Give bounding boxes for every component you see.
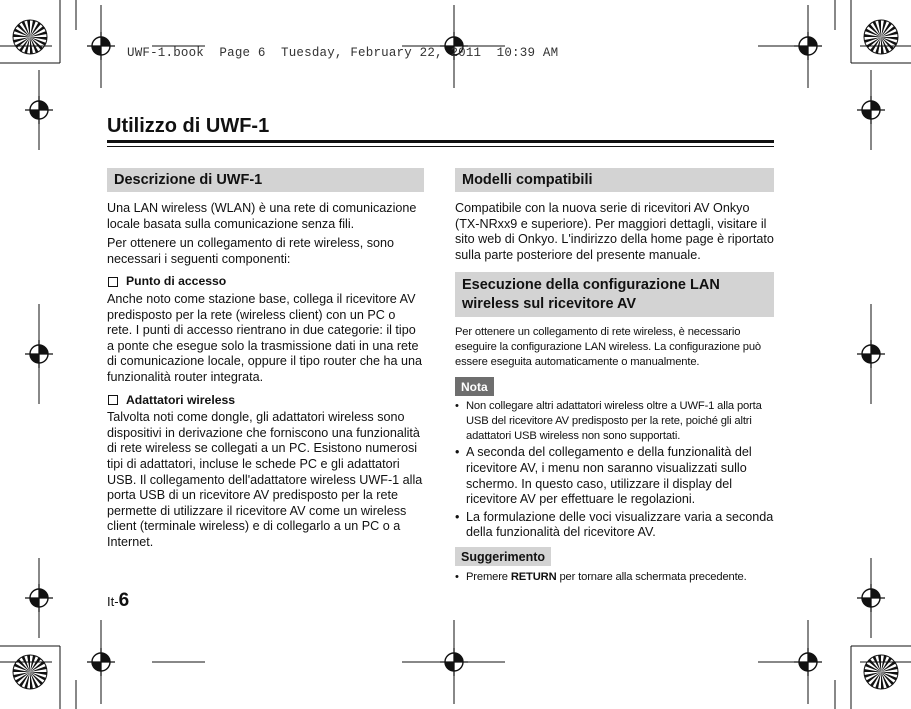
config-text: Per ottenere un collegamento di rete wireless, è necessario eseguire la configurazione LAN wireless. La configurazione può essere eseguita automaticamente o manualmente. <box>455 326 762 368</box>
page-number-prefix: It- <box>107 594 119 609</box>
compatible-models-text: Compatibile con la nuova serie di ricevitori AV Onkyo (TX-NRxx9 e superiore). Per maggiori dettagli, visitare il sito web di Onkyo. L'indirizzo della home page è riportato sulla parte posteriore del presente manuale. <box>455 201 774 262</box>
tip-suffix: per tornare alla schermata precedente. <box>556 571 747 583</box>
tip-key-return: RETURN <box>510 571 557 583</box>
left-column-body <box>107 201 424 554</box>
note-item-1: • Non collegare altri adattatori wireless oltre a UWF-1 alla porta USB del ricevitore AV predisposto per la rete, poiché gli altri adattatori USB wireless non sono supportati. <box>455 399 774 443</box>
checkbox-square-icon <box>108 277 118 287</box>
note-list <box>455 399 774 543</box>
note-item-3: • La formulazione delle voci visualizzare varia a seconda della funzionalità del ricevitore AV. <box>455 510 774 541</box>
section-header-modelli: Modelli compatibili <box>455 168 774 192</box>
intro-paragraph-1: Una LAN wireless (WLAN) è una rete di comunicazione locale basata sulla comunicazione senza fili. <box>107 201 417 231</box>
access-point-title: Punto di accesso <box>126 274 227 289</box>
title-rule-thick <box>107 140 774 143</box>
note-item-2: • A seconda del collegamento e della funzionalità del ricevitore AV, i menu non saranno visualizzati sullo schermo. In questo caso, utilizzare il display del ricevitore AV per effettuare le regolazioni. <box>455 445 774 507</box>
starburst-target-icon <box>864 655 898 689</box>
book-header-info: UWF-1.book Page 6 Tuesday, February 22, 2011 10:39 AM <box>127 46 559 60</box>
intro-paragraph-2: Per ottenere un collegamento di rete wireless, sono necessari i seguenti componenti: <box>107 236 395 266</box>
tip-item <box>455 570 774 585</box>
starburst-target-icon <box>13 20 47 54</box>
wireless-adapters-heading <box>107 393 424 409</box>
tip-label: Suggerimento <box>455 547 551 566</box>
checkbox-square-icon <box>108 395 118 405</box>
title-rule-thin <box>107 146 774 147</box>
page-number <box>107 590 129 612</box>
section-header-descrizione: Descrizione di UWF-1 <box>107 168 424 192</box>
page-title: Utilizzo di UWF-1 <box>107 115 270 137</box>
access-point-heading <box>107 274 424 290</box>
wireless-adapters-title: Adattatori wireless <box>126 392 236 407</box>
note-label: Nota <box>455 377 494 396</box>
tip-prefix: Premere <box>466 571 511 583</box>
starburst-target-icon <box>864 20 898 54</box>
page-number-value: 6 <box>118 590 130 611</box>
config-title-line-2: wireless sul ricevitore AV <box>462 295 637 312</box>
wireless-adapters-text: Talvolta noti come dongle, gli adattatori wireless sono dispositivi in derivazione che forniscono una funzionalità di rete wireless se collegati a un PC. Esistono numerosi tipi di adattatori, incluse le schede PC e gli adattatori USB. Il collegamento dell'adattatore wireless UWF-1 alla porta USB di un ricevitore AV predisposto per la rete permette di utilizzare il ricevitore AV come un wireless client (terminale wireless) e di collegarlo a un PC o a Internet. <box>107 410 423 549</box>
starburst-target-icon <box>13 655 47 689</box>
section-header-configurazione <box>455 272 774 317</box>
config-title-line-1: Esecuzione della configurazione LAN <box>462 276 720 293</box>
access-point-text: Anche noto come stazione base, collega il ricevitore AV predisposto per la rete (wireless client) con un PC o rete. I punti di accesso rientrano in due categorie: il tipo a ponte che esegue solo la trasmissione dati in una rete di comunicazione locale, oppure il tipo router che ha una funzionalità router integrata. <box>107 291 423 384</box>
tip-text <box>455 570 774 587</box>
